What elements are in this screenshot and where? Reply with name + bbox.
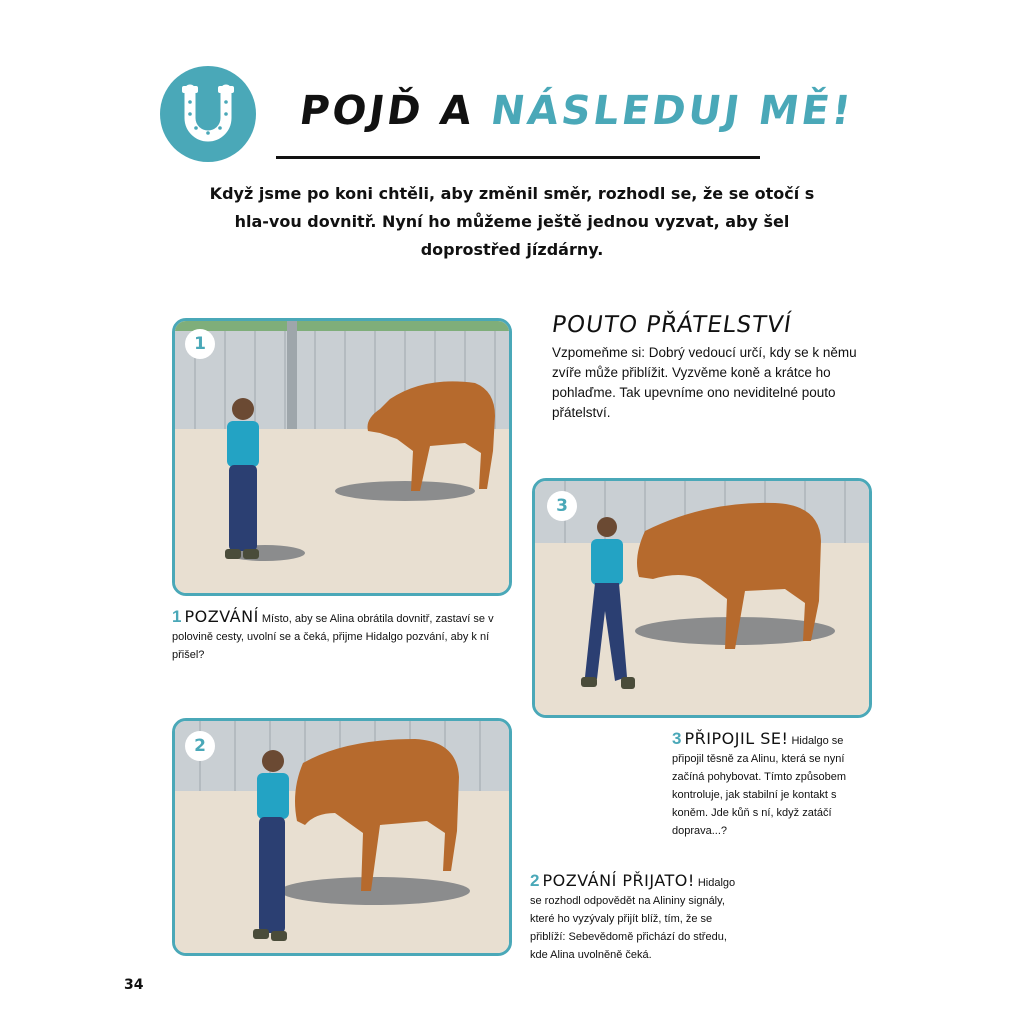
photo-1 xyxy=(172,318,512,596)
caption-heading: POZVÁNÍ PŘIJATO! xyxy=(542,871,695,890)
page-number: 34 xyxy=(124,977,144,993)
caption-text: Hidalgo se rozhodl odpovědět na Alininy signály, které ho vyzývaly přijít blíž, tím, že se přiblíží: Sebevědomě přichází do středu, kde Alina uvolněně čeká. xyxy=(530,877,736,961)
caption-2 xyxy=(530,872,740,964)
caption-text: Hidalgo se připojil těsně za Alinu, která se nyní začíná pohybovat. Tímto způsobem kontroluje, jak stabilní je kontakt s koněm. Jde kůň s ní, když zatáčí doprava...? xyxy=(672,735,847,837)
photo-2 xyxy=(172,718,512,956)
intro-paragraph: Když jsme po koni chtěli, aby změnil směr, rozhodl se, že se otočí s hla-vou dovnitř. Nyní ho můžeme ještě jednou vyzvat, aby šel doprostřed jízdárny. xyxy=(209,184,815,259)
photo-3 xyxy=(532,478,872,718)
caption-number: 3 xyxy=(672,729,682,748)
title-underline xyxy=(276,156,760,159)
horseshoe-badge xyxy=(160,66,256,162)
caption-number: 2 xyxy=(530,871,540,890)
caption-text: Místo, aby se Alina obrátila dovnitř, zastaví se v polovině cesty, uvolní se a čeká, přijme Hidalgo pozvání, aby k ní přišel? xyxy=(172,613,494,661)
sidebar-title: POUTO PŘÁTELSTVÍ xyxy=(550,312,794,338)
sidebar-text: Vzpomeňme si: Dobrý vedoucí určí, kdy se k němu zvíře může přiblížit. Vyzvěme koně a krátce ho pohlaďme. Tak upevníme ono neviditelné pouto přátelství. xyxy=(552,345,857,420)
caption-heading: PŘIPOJIL SE! xyxy=(684,729,789,748)
page-title xyxy=(297,88,857,134)
photo-number-badge: 2 xyxy=(185,731,215,761)
title-part-black: POJĎ A xyxy=(296,88,495,134)
caption-1 xyxy=(172,608,502,664)
photo-number-badge: 1 xyxy=(185,329,215,359)
photo-number-badge: 3 xyxy=(547,491,577,521)
title-part-teal: NÁSLEDUJ MĚ! xyxy=(487,88,857,134)
caption-3 xyxy=(672,730,862,840)
caption-heading: POZVÁNÍ xyxy=(184,607,259,626)
horseshoe-icon xyxy=(160,66,256,162)
caption-number: 1 xyxy=(172,607,182,626)
